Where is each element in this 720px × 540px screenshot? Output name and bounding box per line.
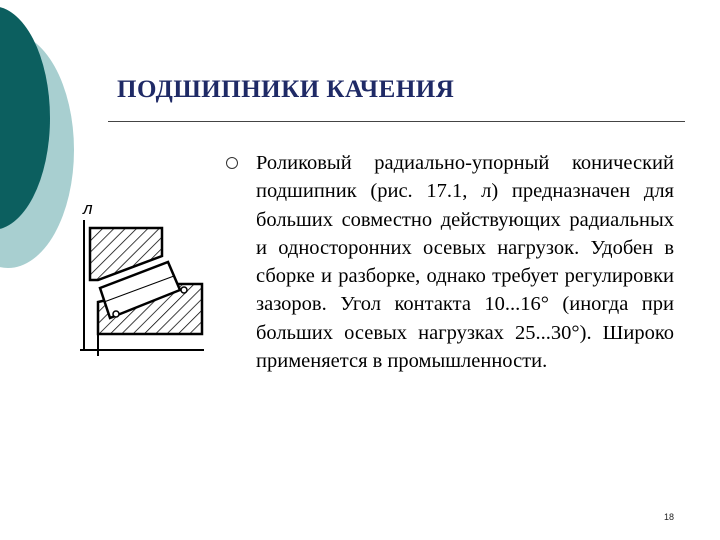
title-divider — [108, 121, 685, 122]
bullet-icon — [226, 157, 238, 169]
body-paragraph: Роликовый радиально-упорный конический подшипник (рис. 17.1, л) предназначен для больших совместно действующих радиальных и односторонних осевых нагрузок. Удобен в сборке и разборке, однако требует регулировки зазоров. Угол контакта 10...16° (иногда при больших осевых нагрузках 25...30°). Широко применяется в промышленности. — [256, 152, 674, 373]
slide-title: ПОДШИПНИКИ КАЧЕНИЯ — [117, 76, 455, 103]
cage-rivet-left — [113, 311, 119, 317]
cage-rivet-right — [181, 287, 187, 293]
page-number: 18 — [664, 512, 675, 522]
figure-label: л — [83, 199, 93, 218]
tapered-roller-bearing-figure — [76, 198, 206, 358]
